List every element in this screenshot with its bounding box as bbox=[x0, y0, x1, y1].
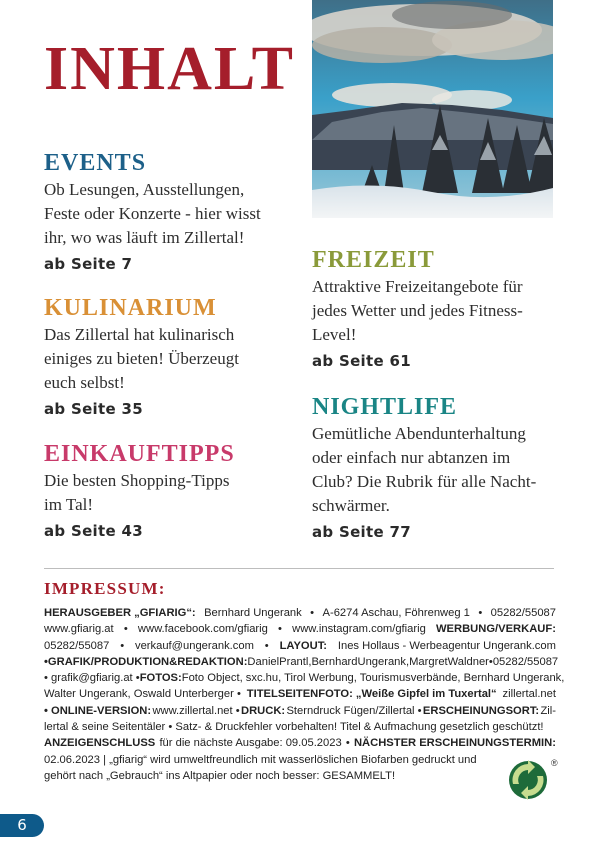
impressum-line bbox=[44, 719, 556, 735]
section-description bbox=[44, 469, 274, 517]
page-reference[interactable]: ab Seite 7 bbox=[44, 255, 133, 273]
impressum-line bbox=[44, 605, 556, 621]
section-kulinarium bbox=[44, 295, 294, 420]
impressum-text: www.gfiarig.at bbox=[44, 623, 114, 636]
page-reference[interactable]: ab Seite 43 bbox=[44, 522, 143, 540]
impressum-text: Ines Hollaus - Werbeagentur Ungerank.com bbox=[337, 639, 556, 652]
section-einkauftipps bbox=[44, 441, 274, 542]
impressum-label: DRUCK: bbox=[241, 704, 286, 717]
impressum-label: •GRAFIK/PRODUKTION&REDAKTION: bbox=[44, 655, 248, 668]
section-description bbox=[44, 178, 294, 250]
description-line: euch selbst! bbox=[44, 373, 125, 392]
impressum-label: FOTOS: bbox=[139, 672, 182, 685]
impressum-text: verkauf@ungerank.com bbox=[134, 639, 254, 652]
impressum-text: • bbox=[123, 623, 128, 636]
impressum-text: www.facebook.com/gfiarig bbox=[137, 623, 268, 636]
section-heading: EVENTS bbox=[44, 150, 147, 176]
snowy-mountain-photo bbox=[312, 0, 553, 218]
description-line: Das Zillertal hat kulinarisch bbox=[44, 325, 235, 344]
description-line: Level! bbox=[312, 325, 357, 344]
impressum-label: TITELSEITENFOTO: „Weiße Gipfel im Tuxertal“ bbox=[246, 688, 497, 701]
divider bbox=[44, 568, 554, 569]
impressum-text: gehört nach „Gebrauch“ ins Altpapier oder noch besser: GESAMMELT! bbox=[44, 769, 396, 782]
impressum-label: ERSCHEINUNGSORT: bbox=[422, 704, 540, 717]
description-line: Ob Lesungen, Ausstellungen, bbox=[44, 180, 245, 199]
impressum-label: • ONLINE-VERSION: bbox=[44, 704, 152, 717]
impressum-text: • bbox=[345, 737, 350, 750]
page-number-badge: 6 bbox=[0, 814, 44, 837]
impressum-text: für die nächste Ausgabe: 09.05.2023 bbox=[159, 737, 342, 750]
impressum-text: • bbox=[120, 639, 125, 652]
page-title: INHALT bbox=[44, 35, 295, 103]
page-reference[interactable]: ab Seite 77 bbox=[312, 523, 411, 541]
impressum-text: • grafik@gfiarig.at • bbox=[44, 672, 140, 685]
impressum-label: WERBUNG/VERKAUF: bbox=[435, 623, 556, 636]
impressum-text: DanielPrantl,BernhardUngerank,MargretWaldner•05282/55087 bbox=[247, 655, 559, 668]
description-line: Gemütliche Abendunterhaltung bbox=[312, 424, 526, 443]
impressum-text: • bbox=[478, 607, 483, 619]
section-description bbox=[44, 323, 294, 395]
impressum-text: Foto Object, sxc.hu, Tirol Werbung, Tourismusverbände, Bernhard Ungerank, bbox=[181, 672, 565, 685]
description-line: ihr, wo was läuft im Zillertal! bbox=[44, 228, 245, 247]
description-line: Die besten Shopping-Tipps bbox=[44, 471, 230, 490]
impressum-title: IMPRESSUM: bbox=[44, 579, 166, 598]
description-line: Attraktive Freizeitangebote für bbox=[312, 277, 523, 296]
registered-mark: ® bbox=[551, 758, 558, 768]
description-line: einiges zu bieten! Überzeugt bbox=[44, 349, 239, 368]
section-nightlife bbox=[312, 394, 552, 543]
section-heading: FREIZEIT bbox=[312, 247, 435, 273]
impressum-text: Bernhard Ungerank bbox=[204, 607, 302, 619]
impressum-text: Zil- bbox=[540, 704, 556, 717]
description-line: jedes Wetter und jedes Fitness- bbox=[312, 301, 523, 320]
impressum-label: ANZEIGENSCHLUSS bbox=[44, 737, 156, 750]
impressum-line bbox=[44, 670, 565, 686]
green-dot-recycling-icon bbox=[508, 760, 548, 800]
impressum-body bbox=[44, 605, 565, 784]
impressum-text: 05282/55087 bbox=[44, 639, 110, 652]
impressum-text: www.instagram.com/gfiarig bbox=[292, 623, 426, 636]
impressum-text: Walter Ungerank, Oswald Unterberger • bbox=[44, 688, 241, 701]
impressum-text: 02.06.2023 | „gfiarig“ wird umweltfreundlich mit wasserlöslichen Biofarben gedruckt und bbox=[44, 753, 477, 766]
impressum-text: • bbox=[310, 607, 315, 619]
impressum-label: NÄCHSTER ERSCHEINUNGSTERMIN: bbox=[353, 737, 556, 750]
section-heading: NIGHTLIFE bbox=[312, 394, 458, 420]
impressum-text: • bbox=[278, 623, 282, 636]
page-reference[interactable]: ab Seite 61 bbox=[312, 352, 411, 370]
description-line: oder einfach nur abtanzen im bbox=[312, 448, 511, 467]
section-heading: KULINARIUM bbox=[44, 295, 217, 321]
impressum-line bbox=[44, 621, 556, 637]
impressum-line bbox=[44, 638, 556, 654]
section-events bbox=[44, 150, 294, 275]
impressum-text: www.zillertal.net • bbox=[152, 704, 240, 717]
page-reference[interactable]: ab Seite 35 bbox=[44, 400, 143, 418]
section-heading: EINKAUFTIPPS bbox=[44, 441, 235, 467]
impressum-text: 05282/55087 bbox=[490, 607, 556, 619]
impressum-line bbox=[44, 686, 556, 702]
description-line: Club? Die Rubrik für alle Nacht- bbox=[312, 472, 537, 491]
description-line: schwärmer. bbox=[312, 496, 390, 515]
impressum-label: LAYOUT: bbox=[279, 639, 328, 652]
impressum-text: • bbox=[264, 639, 269, 652]
impressum-label: HERAUSGEBER „GFIARIG“: bbox=[44, 607, 196, 619]
description-line: im Tal! bbox=[44, 495, 94, 514]
impressum-line bbox=[44, 768, 556, 784]
section-freizeit bbox=[312, 247, 552, 372]
impressum-text: A-6274 Aschau, Föhrenweg 1 bbox=[322, 607, 470, 619]
impressum-line bbox=[44, 752, 556, 768]
impressum-line bbox=[44, 703, 556, 719]
impressum-text: Sterndruck Fügen/Zillertal • bbox=[286, 704, 422, 717]
description-line: Feste oder Konzerte - hier wisst bbox=[44, 204, 261, 223]
impressum-text: lertal & seine Seitentäler • Satz- & Druckfehler vorbehalten! Titel & Aufmachung gesetzlich geschützt! bbox=[44, 721, 544, 734]
impressum-line bbox=[44, 735, 556, 751]
section-description bbox=[312, 275, 552, 347]
section-description bbox=[312, 422, 552, 518]
impressum-text: zillertal.net bbox=[502, 688, 556, 701]
impressum-line bbox=[44, 654, 559, 670]
